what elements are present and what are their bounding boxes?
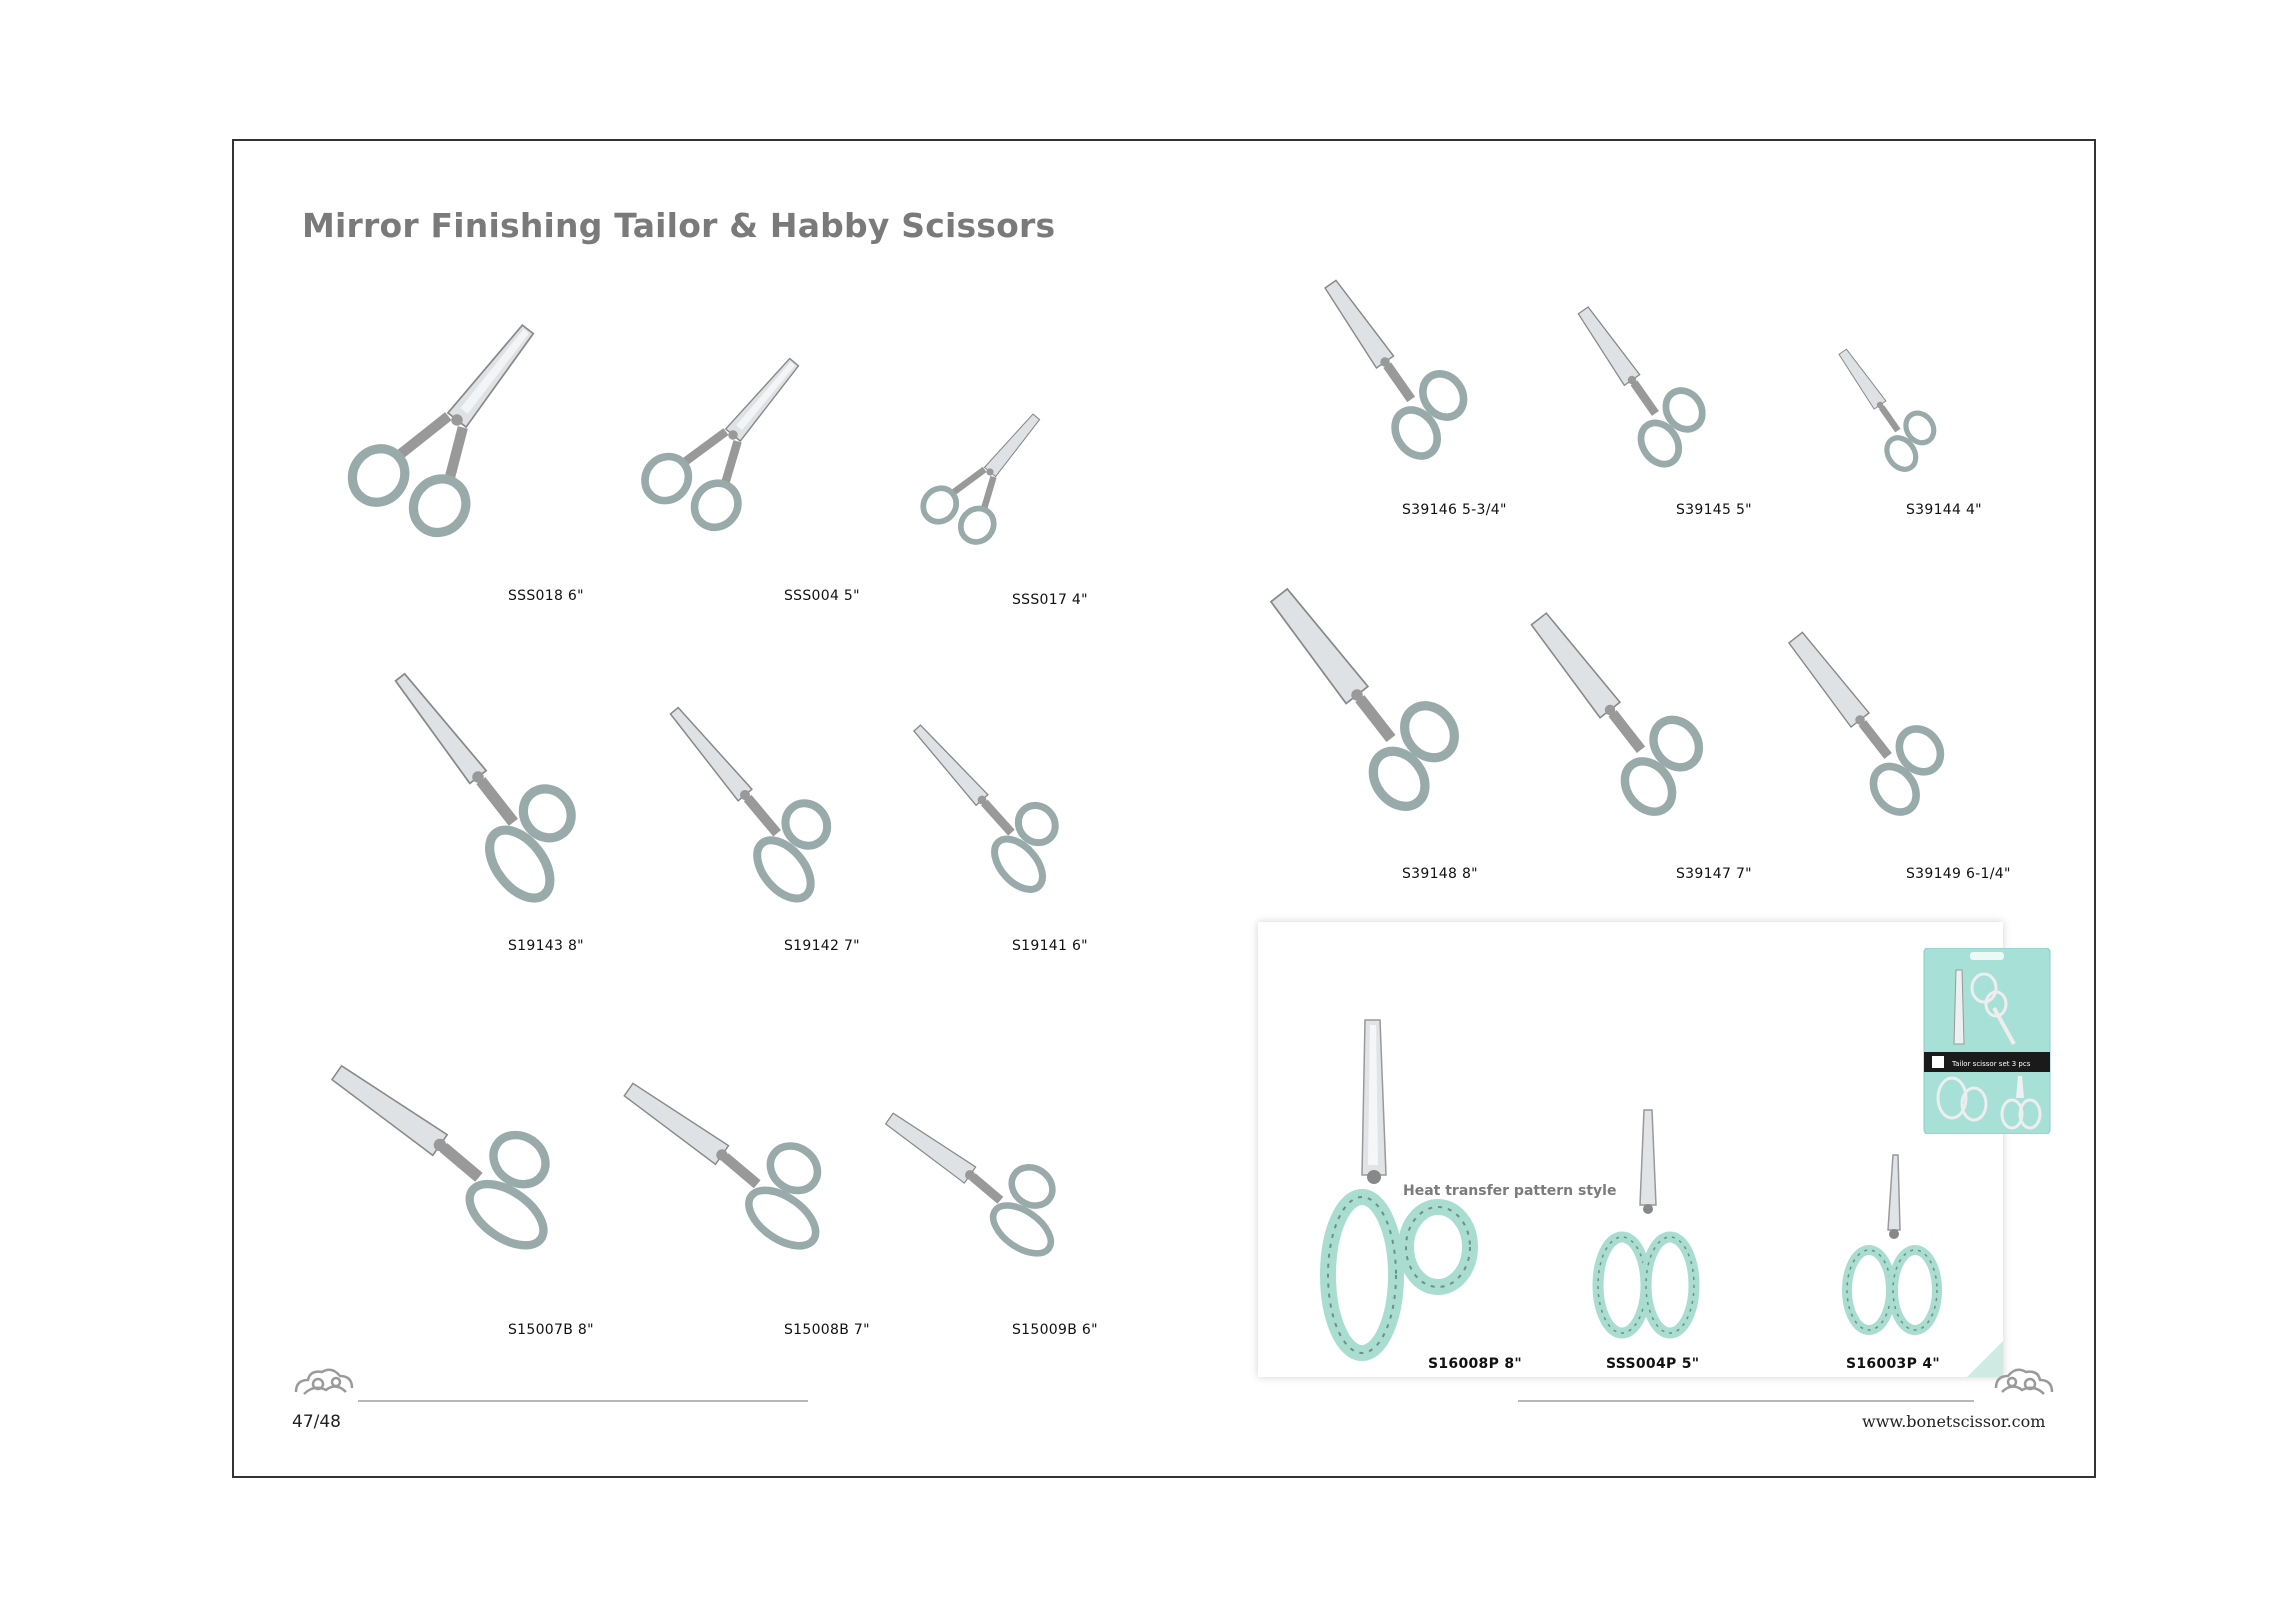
scissors-icon: [1550, 295, 1750, 495]
package-image: [1922, 948, 2052, 1134]
cloud-ornament-right-icon: [1988, 1364, 2058, 1400]
scissors-image: [648, 340, 868, 560]
product-label: S15007B 8": [508, 1322, 594, 1338]
product-label: S15008B 7": [784, 1322, 870, 1338]
scissors-icon: [1760, 620, 1990, 850]
scissors-icon: [872, 1095, 1102, 1275]
scissors-image: [1815, 340, 1975, 495]
scissors-icon: [352, 305, 612, 565]
scissors-icon: [640, 685, 870, 915]
website-link[interactable]: www.bonetscissor.com: [1862, 1412, 2046, 1431]
scissors-image: [352, 305, 612, 565]
product-label: S39149 6-1/4": [1906, 866, 2011, 882]
product-label: S19142 7": [784, 938, 860, 954]
product-label: S39144 4": [1906, 502, 1982, 518]
product-label: S16003P 4": [1846, 1356, 1940, 1372]
scissors-image: [1760, 620, 1990, 850]
scissors-icon: [612, 1060, 872, 1270]
scissors-image: [612, 1060, 872, 1270]
page-number: 47/48: [292, 1412, 341, 1432]
scissors-icon: [925, 400, 1095, 570]
product-label: S39146 5-3/4": [1402, 502, 1507, 518]
scissors-icon: [320, 1045, 610, 1265]
scissors-icon: [1815, 340, 1975, 495]
package-icon: [1922, 948, 2052, 1134]
scissors-icon: [1495, 600, 1755, 850]
cloud-ornament-left-icon: [290, 1364, 360, 1400]
patterned-scissors-image: [1590, 1105, 1700, 1345]
scissors-image: [1295, 270, 1515, 495]
product-label: S39147 7": [1676, 866, 1752, 882]
scissors-icon: [1295, 270, 1515, 495]
scissors-image: [640, 685, 870, 915]
product-label: S39145 5": [1676, 502, 1752, 518]
scissors-icon: [648, 340, 868, 560]
patterned-scissors-image: [1320, 1015, 1490, 1375]
product-label: S16008P 8": [1428, 1356, 1522, 1372]
scissors-image: [320, 1045, 610, 1265]
scissors-icon: [1235, 575, 1515, 845]
product-label: SSS018 6": [508, 588, 584, 604]
scissors-image: [360, 655, 620, 915]
page-title: Mirror Finishing Tailor & Habby Scissors: [302, 206, 1056, 245]
product-label: S39148 8": [1402, 866, 1478, 882]
product-label: SSS004P 5": [1606, 1356, 1700, 1372]
package-text: Tailor scissor set 3 pcs: [1952, 1060, 2031, 1068]
scissors-icon: [360, 655, 620, 915]
scissors-image: [1235, 575, 1515, 845]
scissors-image: [925, 400, 1095, 570]
scissors-image: [872, 1095, 1102, 1275]
footer-divider-right: [1518, 1400, 1974, 1402]
patterned-scissors-icon: [1590, 1105, 1700, 1345]
product-label: S19141 6": [1012, 938, 1088, 954]
scissors-image: [890, 700, 1090, 910]
scissors-image: [1495, 600, 1755, 850]
heat-transfer-heading: Heat transfer pattern style: [1403, 1183, 1617, 1199]
product-label: S15009B 6": [1012, 1322, 1098, 1338]
product-label: SSS017 4": [1012, 592, 1088, 608]
scissors-image: [1550, 295, 1750, 495]
product-label: SSS004 5": [784, 588, 860, 604]
patterned-scissors-image: [1835, 1150, 1945, 1345]
patterned-scissors-icon: [1320, 1015, 1490, 1375]
footer-divider-left: [358, 1400, 808, 1402]
scissors-icon: [890, 700, 1090, 910]
patterned-scissors-icon: [1835, 1150, 1945, 1345]
product-label: S19143 8": [508, 938, 584, 954]
